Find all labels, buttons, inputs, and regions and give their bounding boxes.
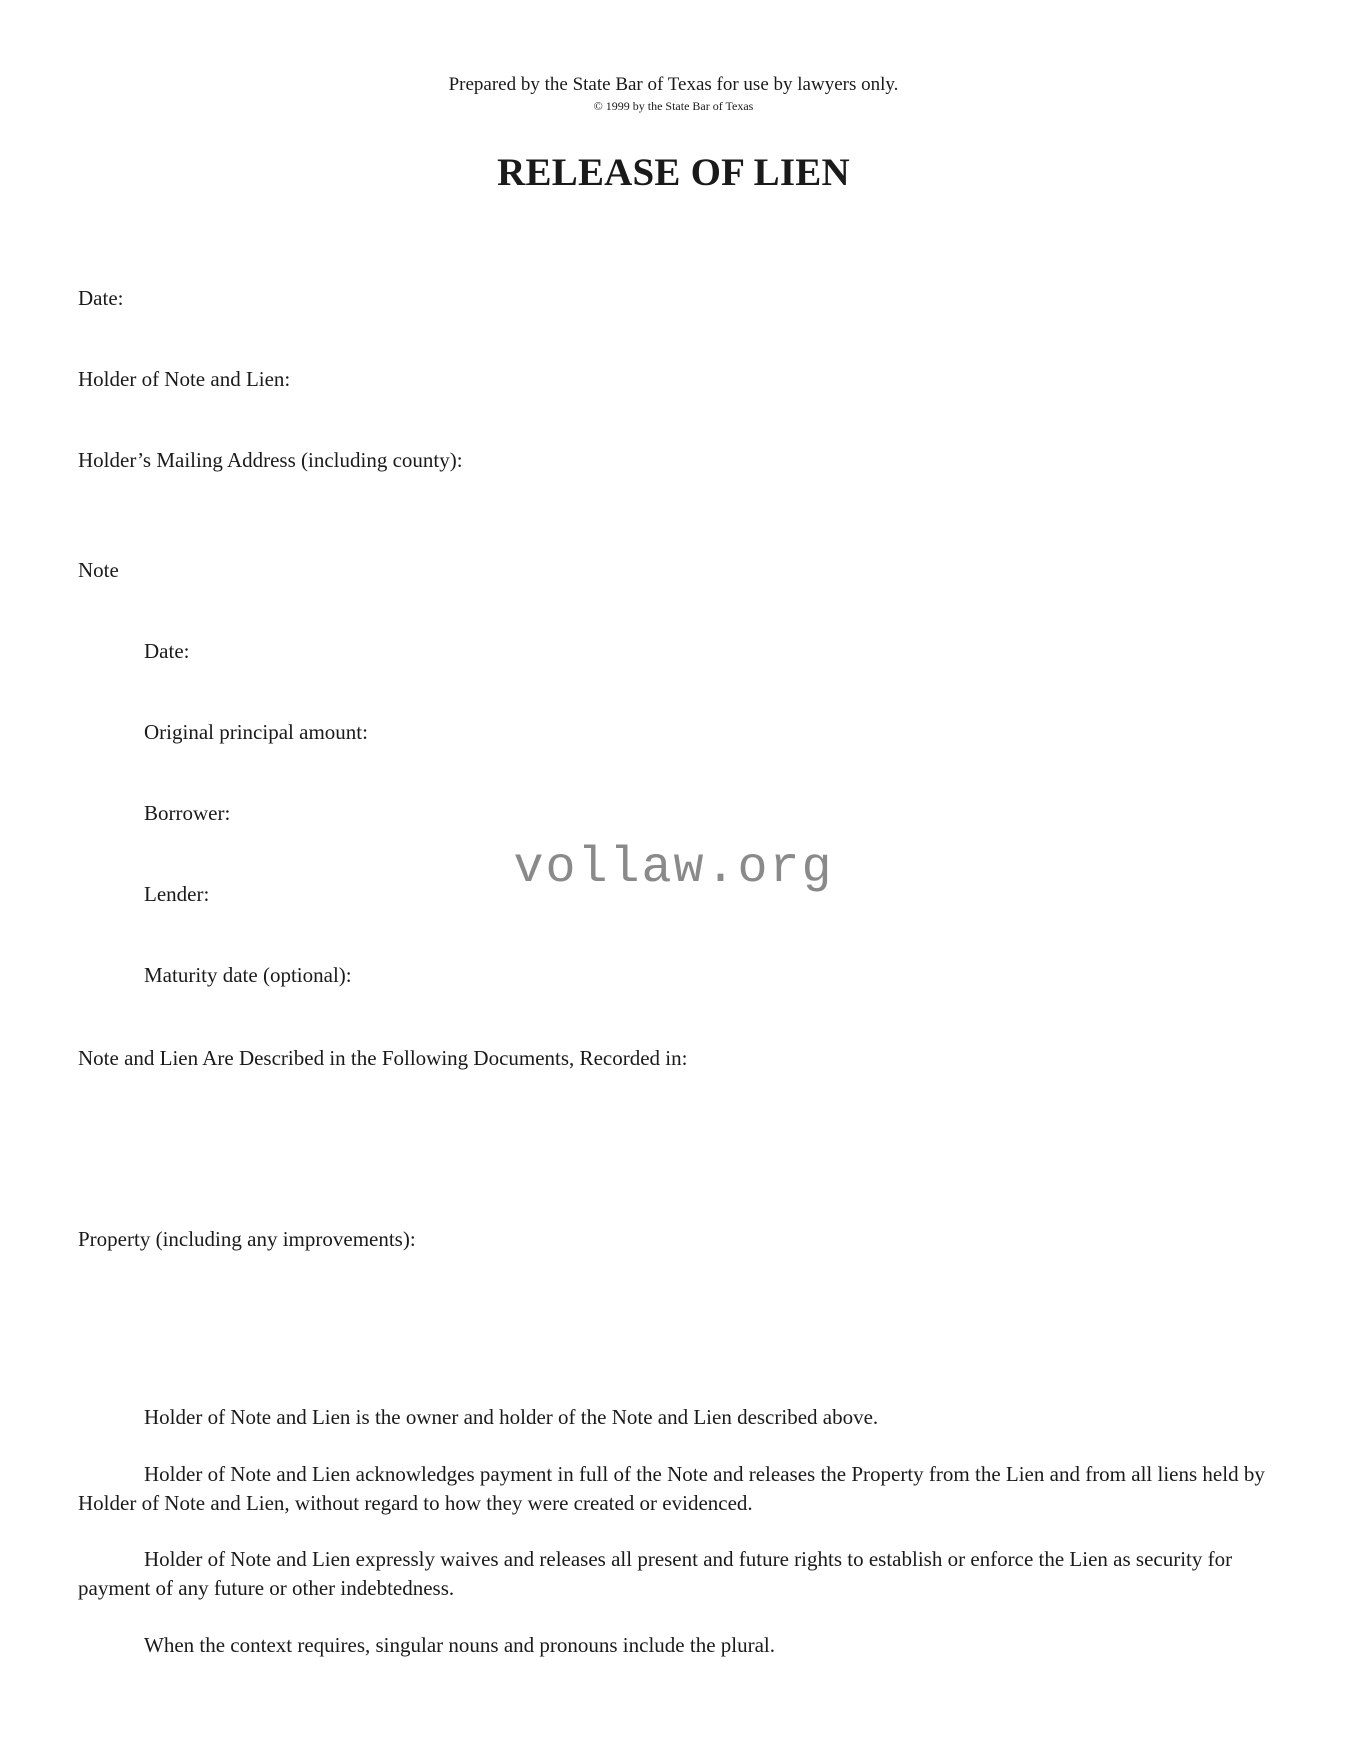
- document-title: RELEASE OF LIEN: [497, 151, 850, 194]
- maturity-date-label: Maturity date (optional):: [144, 963, 352, 987]
- holder-address-label: Holder’s Mailing Address (including county):: [78, 448, 463, 472]
- plural-paragraph: When the context requires, singular nouns and pronouns include the plural.: [144, 1633, 776, 1657]
- watermark: vollaw.org: [513, 840, 834, 897]
- borrower-label: Borrower:: [144, 801, 231, 825]
- property-label: Property (including any improvements):: [78, 1227, 416, 1251]
- payment-release-paragraph: Holder of Note and Lien acknowledges payment in full of the Note and releases the Property from the Lien and from all liens held by Holder of Note and Lien, without regard to how they were created or evidenced.: [78, 1462, 1265, 1515]
- note-heading: Note: [78, 558, 119, 582]
- ownership-paragraph: Holder of Note and Lien is the owner and holder of the Note and Lien described above.: [144, 1405, 879, 1429]
- waiver-paragraph: Holder of Note and Lien expressly waives and releases all present and future rights to establish or enforce the Lien as security for payment of any future or other indebtedness.: [78, 1547, 1233, 1600]
- recorded-documents-label: Note and Lien Are Described in the Following Documents, Recorded in:: [78, 1046, 688, 1070]
- lender-label: Lender:: [144, 882, 210, 906]
- note-date-label: Date:: [144, 639, 190, 663]
- copyright-notice: © 1999 by the State Bar of Texas: [593, 99, 754, 113]
- principal-amount-label: Original principal amount:: [144, 720, 368, 744]
- holder-label: Holder of Note and Lien:: [78, 367, 291, 391]
- date-label: Date:: [78, 286, 124, 310]
- prepared-by-notice: Prepared by the State Bar of Texas for use by lawyers only.: [448, 74, 899, 95]
